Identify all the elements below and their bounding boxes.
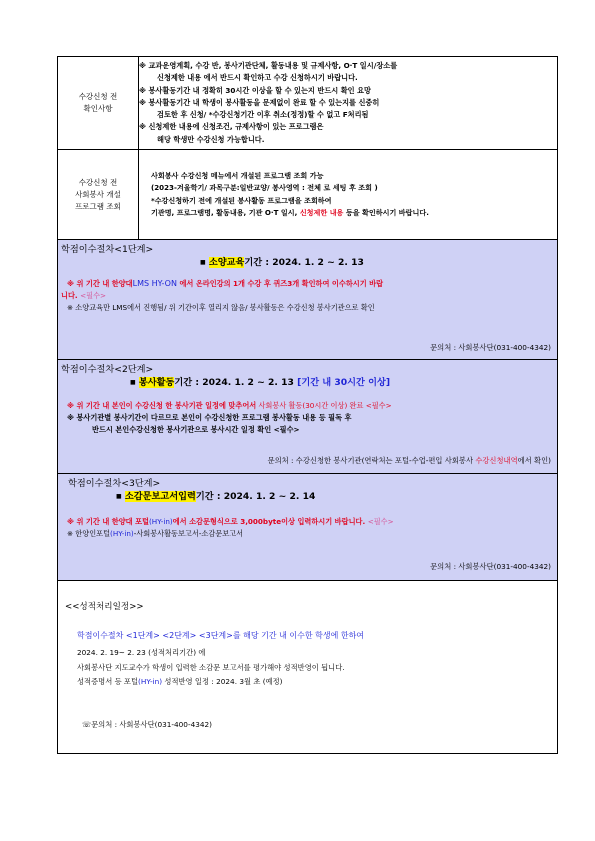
- step1-note2: ※ 소양교육만 LMS에서 진행됨/ 위 기간이후 열리지 않음/ 봉사활동은 수강신청 봉사기관으로 확인: [67, 303, 375, 312]
- step1-section: 학점이수절차<1단계> ■ 소양교육기간 : 2024. 1. 2 ~ 2. 13 ※ 위 기간 내 한양대LMS HY-ON 에서 온라인강의 1개 수강 후 퀴즈3개 확인하여 이수하시기 바랍 니다. <필수> ※ 소양교육만 LMS에서 진행됨/ 위 기간이후 열리지 않음/ 봉사활동은 수강신청 봉사기관으로 확인 문의처 : 사회봉사단(031-400-4342): [57, 240, 558, 360]
- step3-note: ※ 위 기간 내 한양대 포털(HY-in)에서 소감문형식으로 3,000byte이상 입력하시기 바랍니다. <필수>: [67, 517, 394, 526]
- pre-check-label: 수강신청 전 확인사항: [58, 57, 139, 150]
- step3-headline: ■ 소감문보고서입력기간 : 2024. 1. 2 ~ 2. 14: [116, 491, 316, 502]
- required-tag: <필수>: [367, 517, 394, 526]
- step3-name: 소감문보고서입력: [124, 491, 196, 502]
- required-tag: <필수>: [80, 291, 107, 300]
- restriction-text: 신청제한 내용: [299, 207, 344, 217]
- telephone-icon: ☏: [82, 720, 92, 729]
- pre-check-item: ※ 교과운영계획, 수강 반, 봉사기관단체, 활동내용 및 규제사항, O·T 일시/장소를: [139, 60, 398, 70]
- step1-headline: ■ 소양교육기간 : 2024. 1. 2 ~ 2. 13: [200, 257, 364, 268]
- pre-registration-table: [57, 56, 558, 240]
- pre-check-item: ※ 봉사활동기간 내 학생이 봉사활동을 문제없이 완료 할 수 있는지를 신중히: [139, 97, 380, 107]
- grading-section: [57, 581, 558, 754]
- step2-section: 학점이수절차<2단계> ■ 봉사활동기간 : 2024. 1. 2 ~ 2. 13 [기간 내 30시간 이상] ※ 위 기간 내 본인이 수강신청 한 봉사기관 일정에 맞추어서 사회봉사 활동(30시간 이상) 완료 <필수> ※ 봉사기관별 봉사기간이 다르므로 본인이 수강신청한 프로그램 봉사활동 내용 등 필독 후 반드시 본인수강신청한 봉사기관으로 봉사시간 일정 확인 <필수> 문의처 : 수강신청한 봉사기관(연락처는 포털-수업-편입 사회봉사 수강신청내역에서 확인): [57, 360, 558, 474]
- grading-contact: ☏문의처 : 사회봉사단(031-400-4342): [82, 720, 212, 729]
- step2-name: 봉사활동: [138, 377, 175, 388]
- notice-document: [57, 56, 558, 754]
- step1-note: ※ 위 기간 내 한양대LMS HY-ON 에서 온라인강의 1개 수강 후 퀴즈3개 확인하여 이수하시기 바랍: [67, 279, 384, 288]
- step2-note: ※ 위 기간 내 본인이 수강신청 한 봉사기관 일정에 맞추어서 사회봉사 활동(30시간 이상) 완료 <필수>: [67, 401, 392, 410]
- grading-details: 2024. 2. 19~ 2. 23 (성적처리기간) 에 사회봉사단 지도교수가 학생이 입력한 소감문 보고서를 평가해야 성적반영이 됩니다. 성적증명서 등 포털(HY-in) 성적반영 일정 : 2024. 3월 초 (예정): [77, 648, 345, 686]
- program-lookup-label: 수강신청 전 사회봉사 개설 프로그램 조회: [58, 150, 139, 240]
- step3-section: [57, 474, 558, 581]
- step2-contact: 문의처 : 수강신청한 봉사기관(연락처는 포털-수업-편입 사회봉사 수강신청내역에서 확인): [267, 456, 551, 465]
- pre-check-item: ※ 신청제한 내용에 신청조건, 규제사항이 있는 프로그램은: [139, 122, 324, 132]
- step3-title: 학점이수절차<3단계>: [68, 478, 161, 489]
- step1-contact: 문의처 : 사회봉사단(031-400-4342): [430, 343, 551, 352]
- step1-name: 소양교육: [208, 257, 245, 268]
- step2-headline: ■ 봉사활동기간 : 2024. 1. 2 ~ 2. 13 [기간 내 30시간 이상]: [130, 377, 391, 388]
- pre-check-item: ※ 봉사활동기간 내 정확히 30시간 이상을 할 수 있는지 반드시 확인 요망: [139, 85, 371, 95]
- step1-title: 학점이수절차<1단계>: [61, 244, 154, 255]
- grading-headline: 학점이수절차 <1단계> <2단계> <3단계>를 해당 기간 내 이수한 학생에 한하여: [77, 631, 365, 640]
- step3-note2: ※ 한양인포털(HY-in)-사회봉사활동보고서-소감문보고서: [67, 529, 244, 538]
- step3-contact: 문의처 : 사회봉사단(031-400-4342): [430, 562, 551, 571]
- grading-title: <<성적처리일정>>: [65, 602, 144, 612]
- step2-title: 학점이수절차<2단계>: [61, 364, 154, 375]
- step2-note2: ※ 봉사기관별 봉사기간이 다르므로 본인이 수강신청한 프로그램 봉사활동 내용 등 필독 후: [67, 413, 352, 422]
- program-lookup-content: 사회봉사 수강신청 메뉴에서 개설된 프로그램 조회 가능 (2023-겨울학기/ 과목구분:일반교양/ 봉사영역 : 전체 로 세팅 후 조회 ) *수강신청하기 전에 개설된 봉사활동 프로그램을 조회하여 기관명, 프로그램명, 활동내용, 기관 O·T 일시, 신청제한 내용 등을 확인하시기 바랍니다.: [139, 150, 558, 240]
- pre-check-content: ※ 교과운영계획, 수강 반, 봉사기관단체, 활동내용 및 규제사항, O·T 일시/장소를 신청제한 내용 에서 반드시 확인하고 수강 신청하시기 바랍니다. ※ 봉사활동기간 내 정확히 30시간 이상을 할 수 있는지 반드시 확인 요망 ※ 봉사활동기간 내 학생이 봉사활동을 문제없이 완료 할 수 있는지를 신중히 검토한 후 신청/ *수강신청기간 이후 취소(정정)할 수 없고 F처리됨 ※ 신청제한 내용에 신청조건, 규제사항이 있는 프로그램은 해당 학생만 수강신청 가능합니다.: [139, 57, 558, 150]
